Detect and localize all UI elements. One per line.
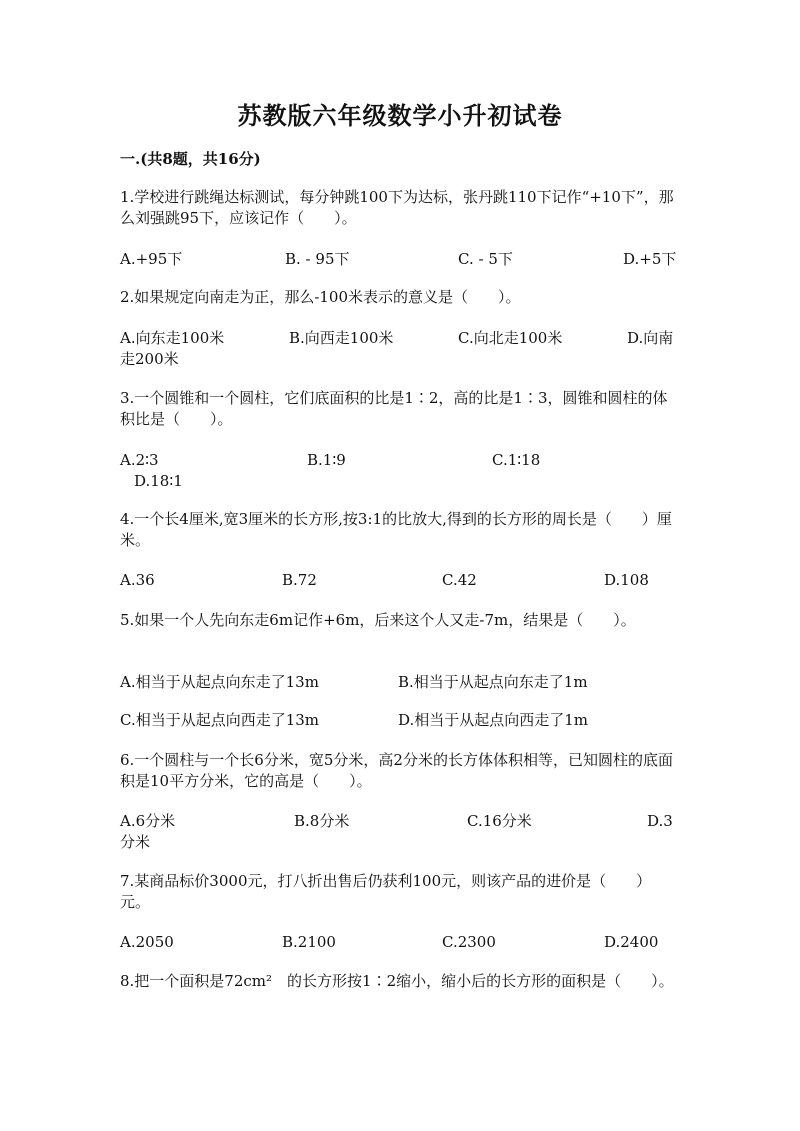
option-d[interactable]: D.相当于从起点向西走了1m [398, 711, 589, 729]
question-6: 6.一个圆柱与一个长6分米，宽5分米，高2分米的长方体体积相等，已知圆柱的底面积是10平方分米，它的高是（ ）。 [120, 751, 673, 790]
option-c[interactable]: C.42 [442, 571, 477, 589]
option-c[interactable]: C. - 5下 [458, 250, 513, 268]
option-a[interactable]: A.2∶3 [120, 451, 159, 469]
option-a[interactable]: A.+95下 [120, 250, 183, 268]
option-d-continued: 走200米 [120, 350, 179, 368]
question-7: 7.某商品标价3000元，打八折出售后仍获利100元，则该产品的进价是（ ）元。 [120, 872, 652, 911]
option-a[interactable]: A.相当于从起点向东走了13m [120, 673, 319, 691]
question-8: 8.把一个面积是72cm² 的长方形按1∶2缩小，缩小后的长方形的面积是（ ）。 [120, 972, 674, 990]
section-heading: 一.(共8题，共16分) [120, 150, 261, 168]
question-1: 1.学校进行跳绳达标测试，每分钟跳100下为达标，张丹跳110下记作“+10下”，那么刘强跳95下，应该记作（ ）。 [120, 188, 674, 227]
option-b[interactable]: B.72 [282, 571, 317, 589]
option-b[interactable]: B.2100 [282, 933, 336, 951]
option-c[interactable]: C.相当于从起点向西走了13m [120, 711, 320, 729]
option-b[interactable]: B.向西走100米 [289, 329, 394, 347]
question-5: 5.如果一个人先向东走6m记作+6m，后来这个人又走-7m，结果是（ ）。 [120, 611, 636, 629]
option-a[interactable]: A.2050 [120, 933, 174, 951]
question-4: 4.一个长4厘米,宽3厘米的长方形,按3:1的比放大,得到的长方形的周长是（ ）厘米。 [120, 510, 672, 549]
option-b[interactable]: B.8分米 [294, 812, 350, 830]
option-d[interactable]: D.3 [647, 812, 673, 830]
option-c[interactable]: C.1∶18 [492, 451, 541, 469]
option-d[interactable]: D.18∶1 [134, 472, 183, 490]
option-a[interactable]: A.36 [120, 571, 155, 589]
question-3: 3.一个圆锥和一个圆柱，它们底面积的比是1∶2，高的比是1∶3，圆锥和圆柱的体积比是（ ）。 [120, 389, 668, 428]
option-d[interactable]: D.向南 [627, 329, 674, 347]
option-d[interactable]: D.108 [604, 571, 649, 589]
option-c[interactable]: C.2300 [442, 933, 496, 951]
option-b[interactable]: B. - 95下 [285, 250, 350, 268]
option-d-continued: 分米 [120, 833, 151, 851]
option-b[interactable]: B.相当于从起点向东走了1m [398, 673, 588, 691]
option-d[interactable]: D.2400 [604, 933, 659, 951]
option-c[interactable]: C.向北走100米 [458, 329, 563, 347]
question-2: 2.如果规定向南走为正，那么-100米表示的意义是（ ）。 [120, 288, 521, 306]
option-a[interactable]: A.向东走100米 [120, 329, 225, 347]
option-a[interactable]: A.6分米 [120, 812, 176, 830]
option-c[interactable]: C.16分米 [467, 812, 532, 830]
option-b[interactable]: B.1∶9 [307, 451, 346, 469]
page-title: 苏教版六年级数学小升初试卷 [237, 101, 563, 130]
option-d[interactable]: D.+5下 [623, 250, 677, 268]
